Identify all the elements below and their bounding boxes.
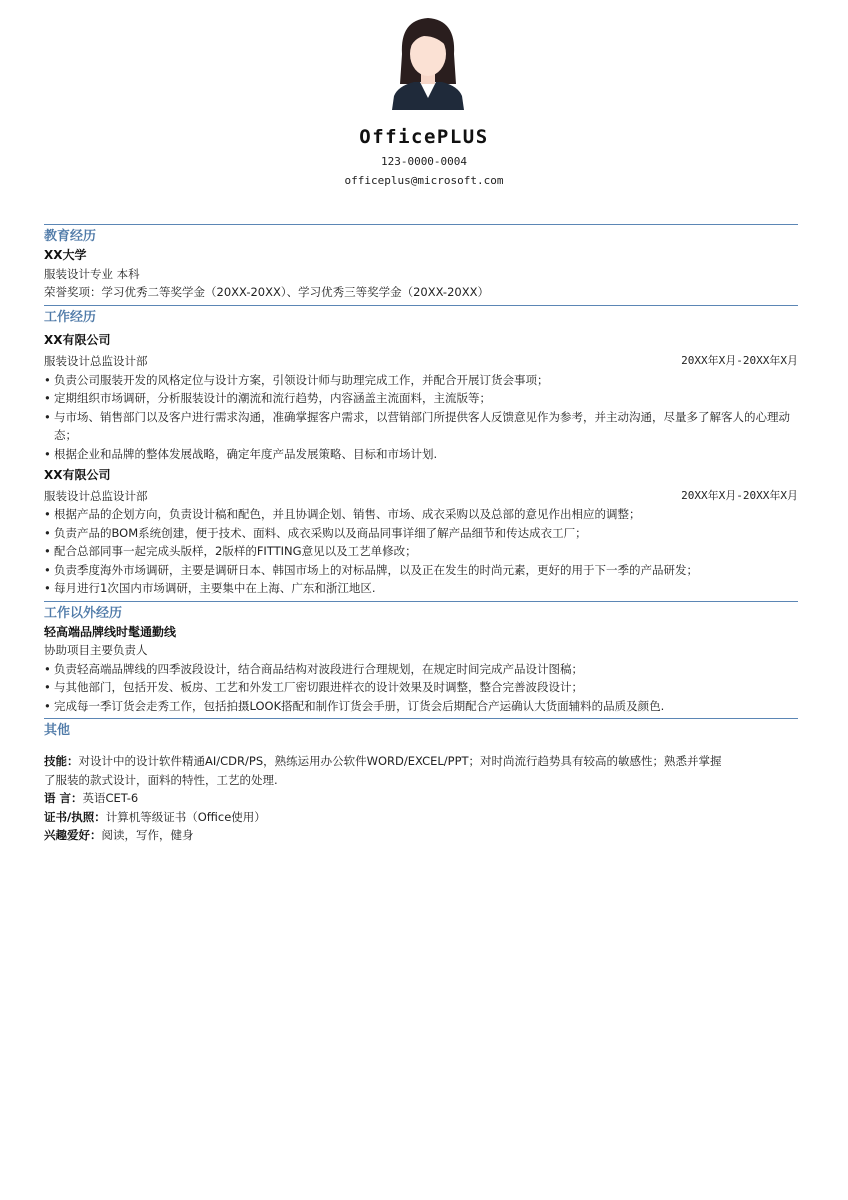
department: 服装设计总监设计部 — [44, 354, 148, 368]
email-address: officeplus@microsoft.com — [344, 174, 504, 187]
phone-number: 123-0000-0004 — [380, 155, 468, 168]
skills-line — [44, 752, 798, 771]
list-item: • 负责公司服装开发的风格定位与设计方案，引领设计师与助理完成工作，并配合开展订货会事项； — [44, 371, 798, 390]
person-avatar-icon — [388, 14, 468, 110]
job-date: 20XX年X月-20XX年X月 — [681, 488, 798, 502]
list-item: • 定期组织市场调研，分析服装设计的潮流和流行趋势，内容涵盖主流面料，主流版等； — [44, 389, 798, 408]
education-section-title: 教育经历 — [44, 229, 97, 244]
hobby-text: 阅读，写作，健身 — [101, 828, 194, 842]
skills-text: 对设计中的设计软件精通AI/CDR/PS，熟练运用办公软件WORD/EXCEL/PPT；对时尚流行趋势具有较高的敏感性；熟悉并掌握 — [78, 754, 722, 768]
candidate-name: OfficePLUS — [359, 126, 489, 148]
list-item: • 根据企业和品牌的整体发展战略，确定年度产品发展策略、目标和市场计划. — [44, 445, 798, 464]
section-divider — [44, 305, 798, 306]
other-section-title: 其他 — [44, 723, 71, 738]
language-line — [44, 789, 798, 808]
language-text: 英语CET-6 — [82, 791, 139, 805]
list-item: • 负责季度海外市场调研，主要是调研日本、韩国市场上的对标品牌，以及正在发生的时尚元素，更好的用于下一季的产品研发； — [44, 561, 798, 580]
list-item: • 与其他部门，包括开发、板房、工艺和外发工厂密切跟进样衣的设计效果及时调整，整合完善波段设计； — [44, 678, 798, 697]
list-item: • 完成每一季订货会走秀工作，包括拍摄LOOK搭配和制作订货会手册，订货会后期配合产运确认大货面辅料的品质及颜色. — [44, 697, 798, 716]
major-degree: 服装设计专业 本科 — [44, 266, 140, 281]
company-name: XX有限公司 — [44, 468, 111, 482]
resume-content — [44, 224, 798, 845]
section-divider — [44, 224, 798, 225]
list-item: • 与市场、销售部门以及客户进行需求沟通，准确掌握客户需求，以营销部门所提供客人反馈意见作为参考，并主动沟通，尽量多了解客人的心理动态； — [44, 408, 798, 445]
list-item: • 负责轻高端品牌线的四季波段设计，结合商品结构对波段进行合理规划，在规定时间完成产品设计图稿； — [44, 660, 798, 679]
language-label: 语 言： — [44, 791, 83, 805]
skills-label: 技能： — [44, 754, 79, 768]
extra-section-title: 工作以外经历 — [44, 605, 123, 621]
project-duties — [44, 660, 798, 716]
list-item: • 根据产品的企划方向，负责设计稿和配色，并且协调企划、销售、市场、成衣采购以及总部的意见作出相应的调整； — [44, 505, 798, 524]
job-duties — [44, 371, 798, 464]
hobby-line — [44, 826, 798, 845]
honors: 荣誉奖项：学习优秀二等奖学金（20XX-20XX）、学习优秀三等奖学金（20XX-20XX） — [44, 285, 489, 299]
job-date: 20XX年X月-20XX年X月 — [681, 354, 798, 367]
school-name: XX大学 — [44, 248, 87, 262]
section-divider — [44, 718, 798, 719]
company-name: XX有限公司 — [44, 332, 111, 347]
list-item: • 负责产品的BOM系统创建，便于技术、面料、成衣采购以及商品同事详细了解产品细节和传达成衣工厂； — [44, 524, 798, 543]
certificate-text: 计算机等级证书（Office使用） — [105, 809, 266, 824]
project-role: 协助项目主要负责人 — [44, 643, 148, 657]
avatar — [388, 14, 468, 110]
certificate-line — [44, 808, 798, 827]
list-item: • 每月进行1次国内市场调研，主要集中在上海、广东和浙江地区. — [44, 579, 798, 598]
job-header — [44, 487, 798, 506]
department: 服装设计总监设计部 — [44, 488, 148, 503]
job-duties — [44, 505, 798, 598]
hobby-label: 兴趣爱好： — [44, 828, 102, 842]
list-item: • 配合总部同事一起完成头版样，2版样的FITTING意见以及工艺单修改； — [44, 542, 798, 561]
skills-text-continued: 了服装的款式设计，面料的特性，工艺的处理. — [44, 772, 278, 787]
section-divider — [44, 601, 798, 602]
certificate-label: 证书/执照： — [44, 809, 106, 824]
project-name: 轻高端品牌线时髦通勤线 — [44, 624, 177, 639]
job-header — [44, 352, 798, 371]
work-section-title: 工作经历 — [44, 309, 97, 325]
